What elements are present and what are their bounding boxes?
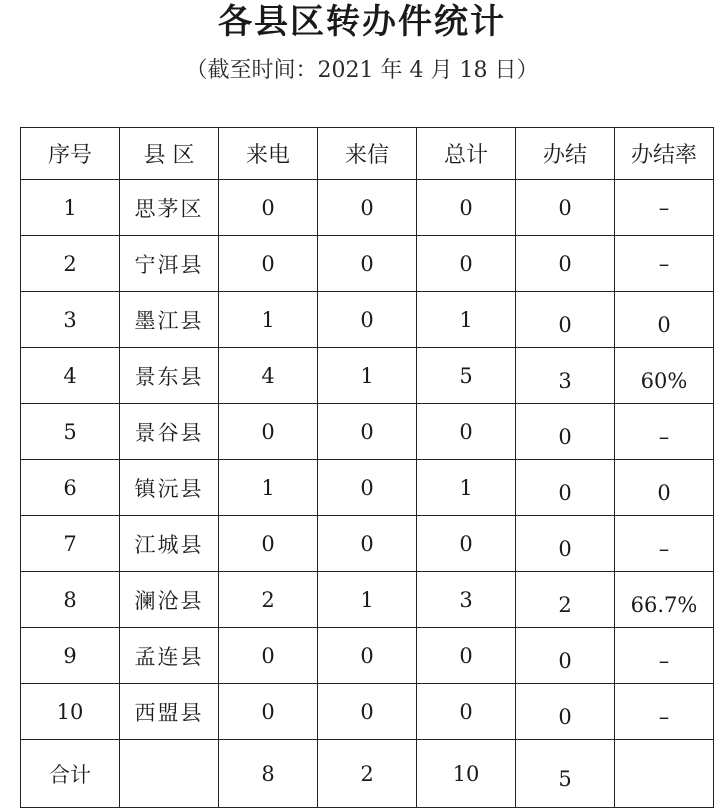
cell-calls: 1 xyxy=(219,292,318,348)
total-completion-rate xyxy=(615,740,714,808)
cell-county: 墨江县 xyxy=(120,292,219,348)
cell-letters: 0 xyxy=(318,236,417,292)
total-completed: 5 xyxy=(516,740,615,808)
header-letters: 来信 xyxy=(318,128,417,180)
cell-letters: 1 xyxy=(318,572,417,628)
cell-letters: 0 xyxy=(318,404,417,460)
cell-completion-rate: – xyxy=(615,236,714,292)
cell-completion-rate: – xyxy=(615,516,714,572)
cell-total: 0 xyxy=(417,516,516,572)
table-row xyxy=(21,236,714,292)
cell-completed: 0 xyxy=(516,292,615,348)
table-row xyxy=(21,628,714,684)
header-county: 县 区 xyxy=(120,128,219,180)
cell-county: 江城县 xyxy=(120,516,219,572)
cell-county: 孟连县 xyxy=(120,628,219,684)
table-row xyxy=(21,460,714,516)
cell-letters: 0 xyxy=(318,460,417,516)
cell-index: 3 xyxy=(21,292,120,348)
cell-index: 10 xyxy=(21,684,120,740)
cell-total: 0 xyxy=(417,404,516,460)
cell-completed: 0 xyxy=(516,684,615,740)
cell-completion-rate: 60% xyxy=(615,348,714,404)
cell-completion-rate: – xyxy=(615,404,714,460)
header-calls: 来电 xyxy=(219,128,318,180)
total-row xyxy=(21,740,714,808)
cell-completion-rate: – xyxy=(615,684,714,740)
header-completed: 办结 xyxy=(516,128,615,180)
cell-total: 1 xyxy=(417,460,516,516)
cell-letters: 0 xyxy=(318,628,417,684)
cell-completed: 3 xyxy=(516,348,615,404)
page-subtitle: （截至时间：2021 年 4 月 18 日） xyxy=(185,58,539,83)
cell-index: 1 xyxy=(21,180,120,236)
cell-total: 0 xyxy=(417,684,516,740)
cell-total: 3 xyxy=(417,572,516,628)
cell-completed: 0 xyxy=(516,404,615,460)
cell-index: 6 xyxy=(21,460,120,516)
cell-letters: 0 xyxy=(318,292,417,348)
cell-completed: 0 xyxy=(516,180,615,236)
total-county xyxy=(120,740,219,808)
cell-index: 2 xyxy=(21,236,120,292)
header-completion-rate: 办结率 xyxy=(615,128,714,180)
cell-county: 镇沅县 xyxy=(120,460,219,516)
cell-completion-rate: 0 xyxy=(615,460,714,516)
total-total: 10 xyxy=(417,740,516,808)
header-total: 总计 xyxy=(417,128,516,180)
table-row xyxy=(21,292,714,348)
table-row xyxy=(21,404,714,460)
table-row xyxy=(21,516,714,572)
cell-calls: 0 xyxy=(219,628,318,684)
total-calls: 8 xyxy=(219,740,318,808)
cell-index: 7 xyxy=(21,516,120,572)
header-row xyxy=(21,128,714,180)
page-title: 各县区转办件统计 xyxy=(218,2,506,42)
cell-calls: 0 xyxy=(219,180,318,236)
cell-county: 景谷县 xyxy=(120,404,219,460)
cell-completion-rate: – xyxy=(615,180,714,236)
cell-calls: 0 xyxy=(219,404,318,460)
cell-county: 思茅区 xyxy=(120,180,219,236)
cell-completed: 0 xyxy=(516,516,615,572)
cell-total: 0 xyxy=(417,180,516,236)
cell-total: 0 xyxy=(417,236,516,292)
cell-index: 5 xyxy=(21,404,120,460)
table-row xyxy=(21,684,714,740)
cell-calls: 1 xyxy=(219,460,318,516)
cell-index: 4 xyxy=(21,348,120,404)
statistics-table xyxy=(20,127,714,808)
cell-completed: 2 xyxy=(516,572,615,628)
cell-calls: 2 xyxy=(219,572,318,628)
cell-index: 8 xyxy=(21,572,120,628)
total-letters: 2 xyxy=(318,740,417,808)
cell-total: 0 xyxy=(417,628,516,684)
cell-completed: 0 xyxy=(516,460,615,516)
cell-total: 1 xyxy=(417,292,516,348)
cell-index: 9 xyxy=(21,628,120,684)
cell-completion-rate: 66.7% xyxy=(615,572,714,628)
cell-calls: 4 xyxy=(219,348,318,404)
cell-letters: 0 xyxy=(318,684,417,740)
table-row xyxy=(21,348,714,404)
header-index: 序号 xyxy=(21,128,120,180)
table-row xyxy=(21,572,714,628)
cell-completion-rate: – xyxy=(615,628,714,684)
cell-county: 景东县 xyxy=(120,348,219,404)
cell-letters: 1 xyxy=(318,348,417,404)
cell-calls: 0 xyxy=(219,684,318,740)
cell-completion-rate: 0 xyxy=(615,292,714,348)
cell-county: 澜沧县 xyxy=(120,572,219,628)
cell-letters: 0 xyxy=(318,180,417,236)
cell-letters: 0 xyxy=(318,516,417,572)
cell-calls: 0 xyxy=(219,236,318,292)
cell-county: 西盟县 xyxy=(120,684,219,740)
cell-county: 宁洱县 xyxy=(120,236,219,292)
cell-total: 5 xyxy=(417,348,516,404)
cell-completed: 0 xyxy=(516,236,615,292)
table-row xyxy=(21,180,714,236)
total-label: 合计 xyxy=(21,740,120,808)
cell-completed: 0 xyxy=(516,628,615,684)
cell-calls: 0 xyxy=(219,516,318,572)
